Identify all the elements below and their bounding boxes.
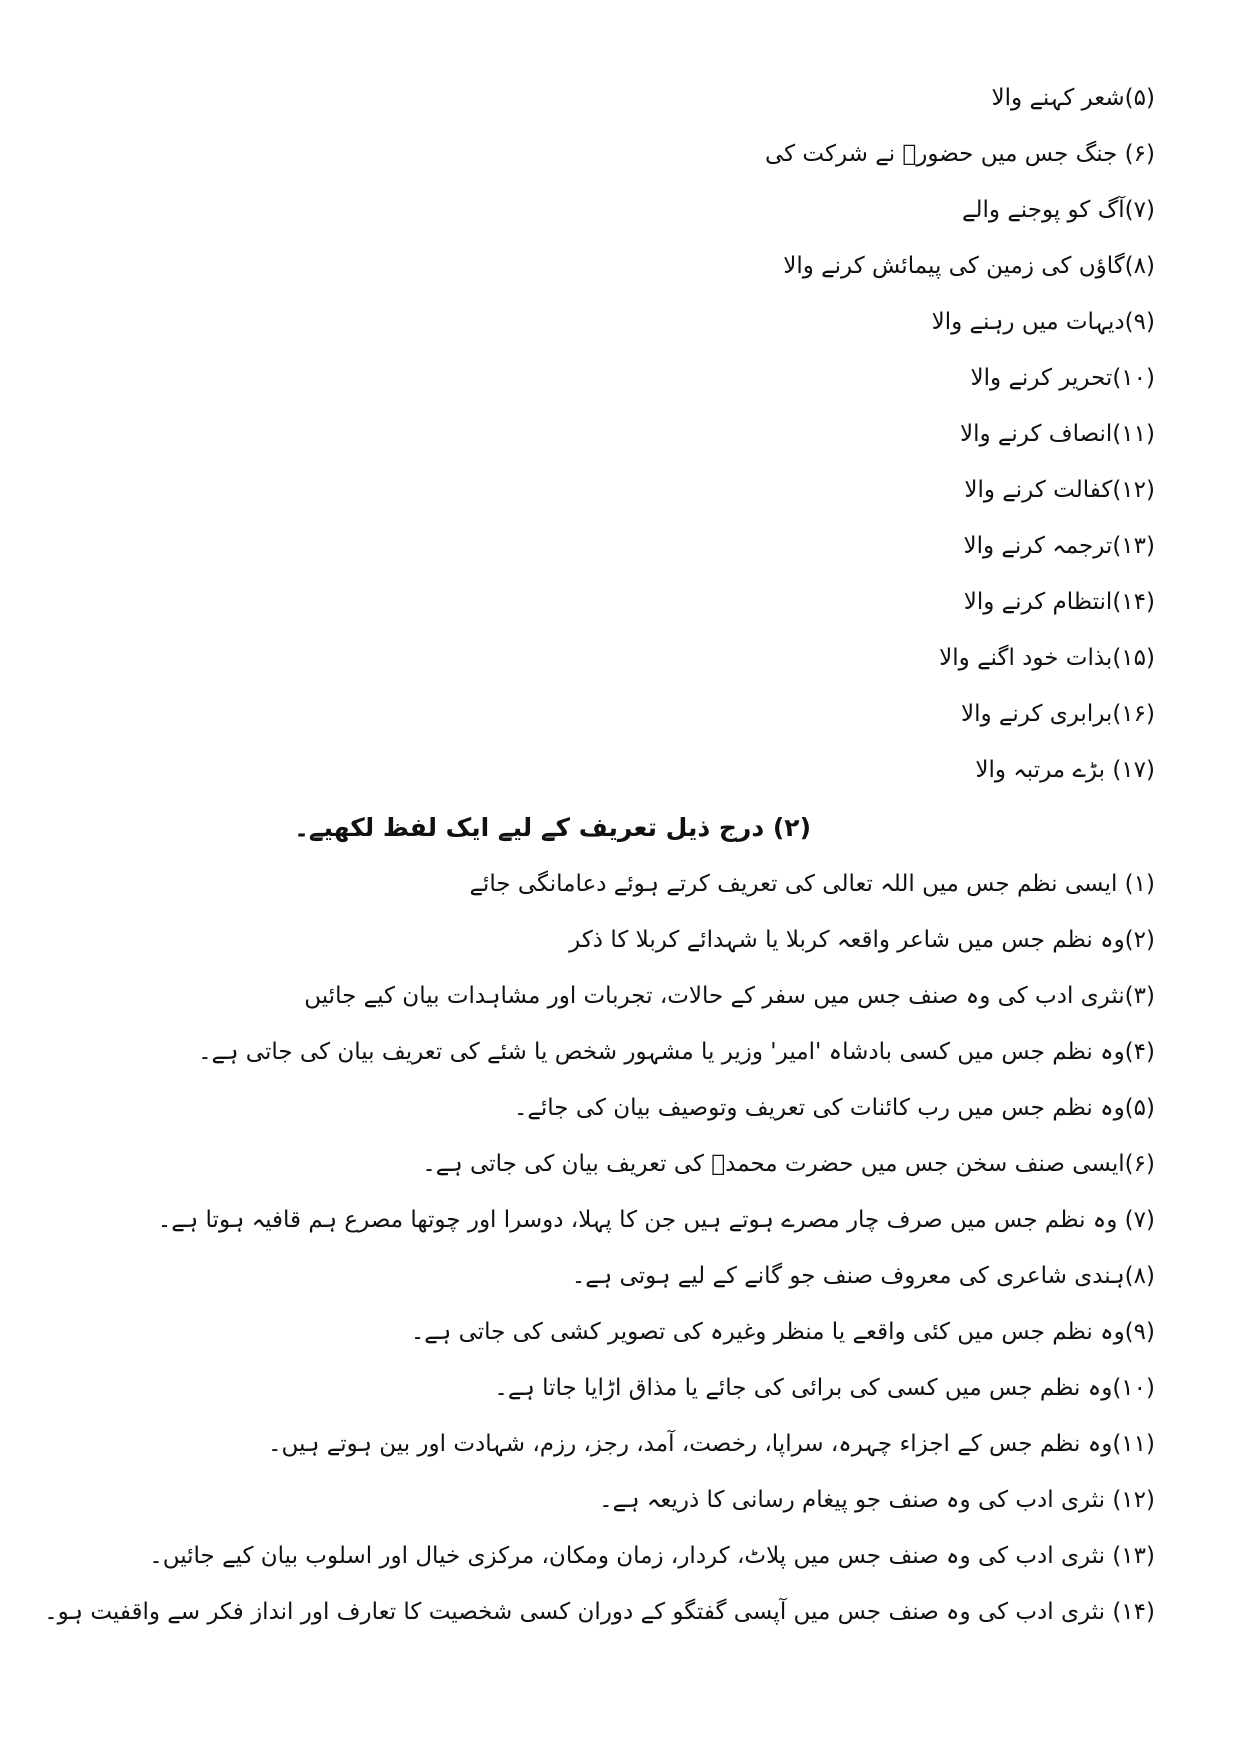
list-item: (۱۰)وہ نظم جس میں کسی کی برائی کی جائے یا مذاق اڑایا جاتا ہے۔ [494,1375,1155,1401]
list-item: (۱۴)انتظام کرنے والا [963,589,1155,615]
list-item: (۱۱)وہ نظم جس کے اجزاء چہرہ، سراپا، رخصت، آمد، رجز، رزم، شہادت اور بین ہوتے ہیں۔ [268,1431,1155,1457]
list-item: (۶)ایسی صنف سخن جس میں حضرت محمدؐ کی تعریف بیان کی جاتی ہے۔ [422,1151,1155,1177]
list-item: (۳)نثری ادب کی وہ صنف جس میں سفر کے حالات، تجربات اور مشاہدات بیان کیے جائیں [304,983,1155,1009]
list-item: (۲)وہ نظم جس میں شاعر واقعہ کربلا یا شہدائے کربلا کا ذکر [569,927,1155,953]
list-item: (۱۱)انصاف کرنے والا [959,421,1155,447]
list-item: (۱۲) نثری ادب کی وہ صنف جو پیغام رسانی کا ذریعہ ہے۔ [599,1487,1155,1513]
section-heading: (۲) درج ذیل تعریف کے لیے ایک لفظ لکھیے۔ [294,813,811,842]
list-item: (۵)وہ نظم جس میں رب کائنات کی تعریف وتوصیف بیان کی جائے۔ [513,1095,1155,1121]
list-item: (۱۵)بذات خود اگنے والا [939,645,1155,671]
list-item: (۱۰)تحریر کرنے والا [970,365,1155,391]
list-item: (۹)وہ نظم جس میں کئی واقعے یا منظر وغیرہ کی تصویر کشی کی جاتی ہے۔ [410,1319,1155,1345]
list-item: (۵)شعر کہنے والا [991,85,1155,111]
list-item: (۷)آگ کو پوجنے والے [962,197,1155,223]
list-item: (۱۴) نثری ادب کی وہ صنف جس میں آپسی گفتگو کے دوران کسی شخصیت کا تعارف اور انداز فکر سے واقفیت ہو۔ [44,1599,1155,1625]
list-item: (۸)گاؤں کی زمین کی پیمائش کرنے والا [783,253,1155,279]
list-item: (۱۳) نثری ادب کی وہ صنف جس میں پلاٹ، کردار، زمان ومکان، مرکزی خیال اور اسلوب بیان کیے جائیں۔ [149,1543,1155,1569]
list-item: (۷) وہ نظم جس میں صرف چار مصرے ہوتے ہیں جن کا پہلا، دوسرا اور چوتھا مصرع ہم قافیہ ہوتا ہے۔ [157,1207,1155,1233]
list-item: (۴)وہ نظم جس میں کسی بادشاہ 'امیر' وزیر یا مشہور شخص یا شئے کی تعریف بیان کی جاتی ہے۔ [198,1039,1155,1065]
list-item: (۱۲)کفالت کرنے والا [964,477,1155,503]
list-item: (۱۷) بڑے مرتبہ والا [975,757,1155,783]
list-item: (۱) ایسی نظم جس میں اللہ تعالی کی تعریف کرتے ہوئے دعامانگی جائے [469,871,1155,897]
list-item: (۸)ہندی شاعری کی معروف صنف جو گانے کے لیے ہوتی ہے۔ [571,1263,1155,1289]
list-item: (۱۶)برابری کرنے والا [960,701,1155,727]
list-item: (۱۳)ترجمہ کرنے والا [963,533,1155,559]
list-item: (۹)دیہات میں رہنے والا [931,309,1155,335]
list-item: (۶) جنگ جس میں حضورؐ نے شرکت کی [765,141,1155,167]
